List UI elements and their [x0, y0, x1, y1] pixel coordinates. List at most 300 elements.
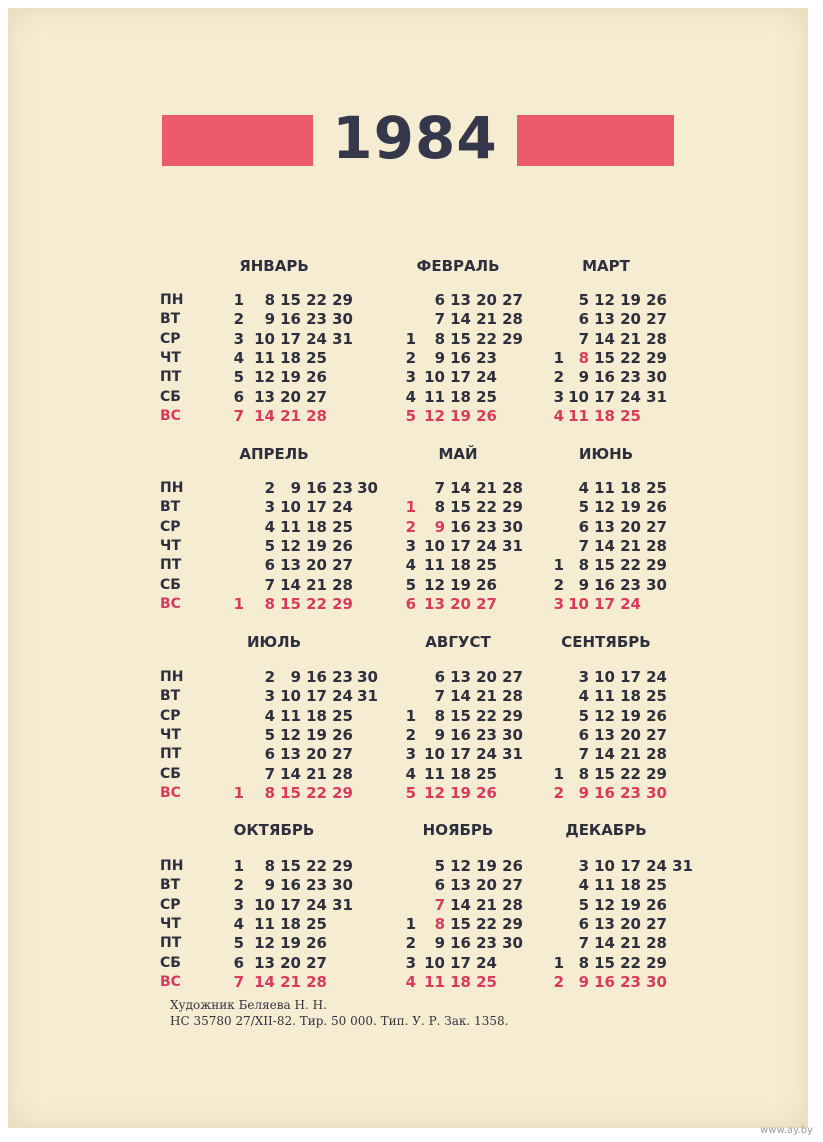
day-number: 20: [620, 517, 641, 536]
weekday-label: ВС: [160, 595, 181, 612]
day-number: 27: [502, 668, 523, 686]
day-number: 30: [502, 725, 523, 744]
day-number: 26: [646, 895, 667, 914]
day-number: 8: [264, 857, 275, 875]
day-number: 5: [578, 498, 589, 517]
day-number: 8: [434, 329, 445, 348]
day-number: 7: [233, 406, 244, 425]
day-number: 12: [594, 498, 615, 517]
day-number: 25: [646, 876, 667, 895]
day-number: 24: [476, 368, 497, 387]
day-number: 3: [405, 368, 416, 387]
day-number: 25: [476, 387, 497, 406]
day-number: 23: [332, 668, 353, 686]
day-number: 2: [405, 517, 416, 536]
day-number: 25: [476, 764, 497, 783]
day-number: 4: [405, 556, 416, 575]
day-number: 8: [264, 594, 275, 613]
day-number: 28: [502, 310, 523, 329]
day-number: 3: [233, 329, 244, 348]
weekday-label: СР: [160, 518, 181, 535]
day-number: 15: [594, 556, 615, 575]
day-number: 13: [280, 745, 301, 764]
day-number: 16: [594, 368, 615, 387]
day-number: 16: [594, 783, 615, 802]
day-number: 25: [306, 348, 327, 367]
day-number: 6: [434, 291, 445, 309]
month-name: ОКТЯБРЬ: [233, 821, 315, 839]
day-number: 19: [620, 706, 641, 725]
day-number: 2: [553, 575, 564, 594]
day-number: 13: [594, 310, 615, 329]
day-number: 13: [424, 594, 445, 613]
day-number: 9: [578, 368, 589, 387]
day-number: 17: [620, 857, 641, 875]
day-number: 6: [264, 556, 275, 575]
day-number: 27: [306, 953, 327, 972]
day-number: 21: [620, 934, 641, 953]
weekday-label: ПТ: [160, 557, 182, 574]
day-number: 11: [254, 348, 275, 367]
day-number: 26: [502, 857, 523, 875]
day-number: 9: [264, 310, 275, 329]
month-name: МАРТ: [582, 257, 630, 275]
day-number: 25: [646, 479, 667, 497]
weekday-label: ПТ: [160, 935, 182, 952]
day-number: 12: [424, 575, 445, 594]
day-number: 6: [405, 594, 416, 613]
day-number: 6: [578, 310, 589, 329]
day-number: 2: [264, 479, 275, 497]
day-number: 28: [646, 745, 667, 764]
day-number: 31: [357, 687, 378, 706]
day-number: 17: [450, 536, 471, 555]
day-number: 20: [620, 725, 641, 744]
day-number: 16: [306, 479, 327, 497]
day-number: 24: [620, 594, 641, 613]
day-number: 1: [405, 329, 416, 348]
day-number: 23: [476, 725, 497, 744]
day-number: 17: [594, 387, 615, 406]
day-number: 22: [476, 706, 497, 725]
day-number: 10: [424, 745, 445, 764]
day-number: 21: [306, 764, 327, 783]
day-number: 6: [434, 876, 445, 895]
day-number: 12: [280, 725, 301, 744]
day-number: 23: [332, 479, 353, 497]
day-number: 20: [450, 594, 471, 613]
day-number: 30: [502, 934, 523, 953]
day-number: 22: [620, 556, 641, 575]
day-number: 19: [450, 575, 471, 594]
day-number: 19: [620, 498, 641, 517]
day-number: 22: [306, 857, 327, 875]
day-number: 9: [290, 668, 301, 686]
day-number: 24: [332, 498, 353, 517]
day-number: 1: [553, 764, 564, 783]
day-number: 26: [476, 575, 497, 594]
month-name: ИЮНЬ: [578, 445, 634, 463]
month-name: МАЙ: [438, 445, 478, 463]
day-number: 16: [280, 876, 301, 895]
day-number: 27: [332, 556, 353, 575]
day-number: 22: [476, 914, 497, 933]
day-number: 15: [594, 348, 615, 367]
month-name: ИЮЛЬ: [246, 633, 302, 651]
day-number: 26: [306, 368, 327, 387]
day-number: 8: [578, 764, 589, 783]
day-number: 3: [264, 687, 275, 706]
day-number: 10: [280, 498, 301, 517]
day-number: 14: [450, 895, 471, 914]
day-number: 18: [620, 687, 641, 706]
day-number: 4: [578, 687, 589, 706]
day-number: 3: [405, 953, 416, 972]
day-number: 24: [646, 668, 667, 686]
weekday-label: ЧТ: [160, 349, 181, 366]
day-number: 8: [264, 783, 275, 802]
day-number: 22: [476, 329, 497, 348]
day-number: 9: [434, 934, 445, 953]
weekday-label: СБ: [160, 388, 181, 405]
day-number: 22: [620, 764, 641, 783]
weekday-label: СБ: [160, 954, 181, 971]
day-number: 7: [434, 687, 445, 706]
day-number: 31: [672, 857, 693, 875]
day-number: 11: [594, 687, 615, 706]
day-number: 9: [578, 972, 589, 991]
day-number: 8: [434, 914, 445, 933]
month-name: ДЕКАБРЬ: [565, 821, 647, 839]
calendar-card: [8, 8, 808, 1128]
day-number: 5: [405, 783, 416, 802]
day-number: 7: [264, 764, 275, 783]
weekday-label: СР: [160, 330, 181, 347]
day-number: 2: [233, 310, 244, 329]
day-number: 28: [332, 764, 353, 783]
day-number: 13: [450, 668, 471, 686]
day-number: 20: [476, 291, 497, 309]
day-number: 4: [405, 387, 416, 406]
day-number: 15: [280, 783, 301, 802]
day-number: 30: [332, 310, 353, 329]
day-number: 11: [594, 479, 615, 497]
day-number: 24: [476, 536, 497, 555]
day-number: 15: [280, 291, 301, 309]
day-number: 29: [332, 857, 353, 875]
day-number: 11: [424, 556, 445, 575]
day-number: 12: [424, 406, 445, 425]
day-number: 15: [594, 764, 615, 783]
day-number: 22: [620, 348, 641, 367]
day-number: 7: [578, 745, 589, 764]
day-number: 7: [434, 479, 445, 497]
day-number: 18: [620, 876, 641, 895]
day-number: 11: [424, 764, 445, 783]
day-number: 22: [306, 783, 327, 802]
weekday-label: СР: [160, 707, 181, 724]
day-number: 1: [233, 857, 244, 875]
day-number: 8: [578, 953, 589, 972]
day-number: 29: [502, 329, 523, 348]
day-number: 11: [254, 914, 275, 933]
day-number: 4: [233, 348, 244, 367]
day-number: 16: [450, 348, 471, 367]
day-number: 20: [620, 914, 641, 933]
day-number: 18: [594, 406, 615, 425]
day-number: 19: [306, 536, 327, 555]
day-number: 8: [578, 348, 589, 367]
day-number: 15: [280, 594, 301, 613]
day-number: 28: [646, 934, 667, 953]
day-number: 26: [332, 725, 353, 744]
day-number: 28: [646, 329, 667, 348]
day-number: 19: [620, 895, 641, 914]
day-number: 24: [646, 857, 667, 875]
day-number: 29: [646, 764, 667, 783]
day-number: 9: [578, 575, 589, 594]
day-number: 28: [646, 536, 667, 555]
day-number: 28: [502, 895, 523, 914]
day-number: 28: [332, 575, 353, 594]
day-number: 25: [646, 687, 667, 706]
day-number: 29: [646, 348, 667, 367]
day-number: 14: [450, 310, 471, 329]
day-number: 17: [280, 895, 301, 914]
day-number: 3: [578, 668, 589, 686]
day-number: 29: [646, 953, 667, 972]
day-number: 28: [306, 972, 327, 991]
day-number: 27: [646, 725, 667, 744]
day-number: 30: [332, 876, 353, 895]
day-number: 23: [306, 310, 327, 329]
day-number: 20: [280, 953, 301, 972]
day-number: 30: [357, 668, 378, 686]
day-number: 13: [450, 291, 471, 309]
day-number: 2: [553, 368, 564, 387]
day-number: 19: [476, 857, 497, 875]
day-number: 11: [568, 406, 589, 425]
day-number: 7: [578, 536, 589, 555]
day-number: 13: [450, 876, 471, 895]
day-number: 17: [280, 329, 301, 348]
day-number: 20: [476, 668, 497, 686]
weekday-label: ВТ: [160, 688, 181, 705]
day-number: 23: [620, 783, 641, 802]
day-number: 2: [405, 725, 416, 744]
day-number: 21: [476, 310, 497, 329]
day-number: 20: [620, 310, 641, 329]
day-number: 18: [306, 517, 327, 536]
day-number: 2: [405, 348, 416, 367]
day-number: 13: [254, 953, 275, 972]
day-number: 30: [646, 783, 667, 802]
day-number: 14: [594, 329, 615, 348]
day-number: 13: [594, 725, 615, 744]
day-number: 5: [405, 406, 416, 425]
month-name: АВГУСТ: [425, 633, 491, 651]
day-number: 17: [306, 687, 327, 706]
day-number: 2: [264, 668, 275, 686]
day-number: 1: [405, 498, 416, 517]
day-number: 1: [405, 914, 416, 933]
day-number: 27: [502, 876, 523, 895]
day-number: 11: [280, 706, 301, 725]
day-number: 4: [553, 406, 564, 425]
day-number: 23: [620, 575, 641, 594]
day-number: 26: [306, 934, 327, 953]
day-number: 15: [450, 706, 471, 725]
day-number: 1: [233, 594, 244, 613]
day-number: 23: [620, 972, 641, 991]
day-number: 10: [254, 895, 275, 914]
day-number: 25: [476, 556, 497, 575]
day-number: 3: [405, 536, 416, 555]
day-number: 14: [450, 687, 471, 706]
day-number: 31: [332, 329, 353, 348]
day-number: 30: [646, 972, 667, 991]
day-number: 1: [553, 348, 564, 367]
day-number: 7: [264, 575, 275, 594]
day-number: 26: [332, 536, 353, 555]
day-number: 30: [502, 517, 523, 536]
day-number: 14: [280, 575, 301, 594]
day-number: 7: [434, 895, 445, 914]
day-number: 25: [476, 972, 497, 991]
day-number: 1: [405, 706, 416, 725]
day-number: 17: [450, 368, 471, 387]
weekday-label: ПТ: [160, 746, 182, 763]
day-number: 9: [578, 783, 589, 802]
day-number: 1: [553, 556, 564, 575]
month-name: СЕНТЯБРЬ: [561, 633, 651, 651]
day-number: 13: [280, 556, 301, 575]
weekday-label: ПТ: [160, 369, 182, 386]
day-number: 2: [405, 934, 416, 953]
weekday-label: СР: [160, 896, 181, 913]
day-number: 10: [594, 668, 615, 686]
day-number: 14: [450, 479, 471, 497]
day-number: 5: [405, 575, 416, 594]
day-number: 22: [620, 953, 641, 972]
day-number: 18: [306, 706, 327, 725]
day-number: 3: [553, 387, 564, 406]
day-number: 6: [434, 668, 445, 686]
day-number: 29: [502, 706, 523, 725]
day-number: 17: [620, 668, 641, 686]
day-number: 12: [280, 536, 301, 555]
day-number: 5: [578, 291, 589, 309]
day-number: 10: [280, 687, 301, 706]
day-number: 18: [280, 914, 301, 933]
day-number: 4: [405, 764, 416, 783]
day-number: 12: [254, 368, 275, 387]
day-number: 23: [476, 517, 497, 536]
year-title: 1984: [332, 104, 498, 172]
day-number: 5: [233, 934, 244, 953]
day-number: 21: [620, 745, 641, 764]
day-number: 30: [646, 575, 667, 594]
day-number: 16: [450, 725, 471, 744]
day-number: 3: [264, 498, 275, 517]
day-number: 14: [254, 406, 275, 425]
day-number: 16: [280, 310, 301, 329]
day-number: 3: [578, 857, 589, 875]
day-number: 31: [502, 536, 523, 555]
weekday-label: ВТ: [160, 499, 181, 516]
day-number: 15: [450, 498, 471, 517]
day-number: 27: [332, 745, 353, 764]
day-number: 30: [357, 479, 378, 497]
left-red-bar: [162, 115, 313, 166]
day-number: 15: [450, 329, 471, 348]
day-number: 22: [306, 594, 327, 613]
day-number: 10: [424, 536, 445, 555]
day-number: 7: [233, 972, 244, 991]
weekday-label: ЧТ: [160, 537, 181, 554]
weekday-label: ВТ: [160, 877, 181, 894]
day-number: 13: [594, 914, 615, 933]
day-number: 26: [646, 706, 667, 725]
day-number: 2: [553, 972, 564, 991]
day-number: 8: [578, 556, 589, 575]
day-number: 10: [424, 953, 445, 972]
day-number: 8: [434, 498, 445, 517]
day-number: 12: [594, 706, 615, 725]
day-number: 17: [450, 953, 471, 972]
day-number: 12: [450, 857, 471, 875]
day-number: 25: [620, 406, 641, 425]
weekday-label: ВС: [160, 407, 181, 424]
day-number: 4: [578, 876, 589, 895]
weekday-label: ПН: [160, 480, 184, 496]
day-number: 13: [594, 517, 615, 536]
day-number: 18: [620, 479, 641, 497]
day-number: 9: [434, 517, 445, 536]
day-number: 26: [476, 783, 497, 802]
day-number: 21: [476, 687, 497, 706]
day-number: 25: [332, 706, 353, 725]
day-number: 24: [332, 687, 353, 706]
weekday-label: ЧТ: [160, 726, 181, 743]
day-number: 20: [306, 745, 327, 764]
right-red-bar: [517, 115, 674, 166]
day-number: 18: [280, 348, 301, 367]
day-number: 26: [476, 406, 497, 425]
day-number: 28: [502, 687, 523, 706]
day-number: 27: [306, 387, 327, 406]
day-number: 31: [646, 387, 667, 406]
day-number: 24: [476, 745, 497, 764]
day-number: 6: [578, 914, 589, 933]
day-number: 2: [233, 876, 244, 895]
watermark: www.ay.by: [760, 1125, 813, 1136]
day-number: 27: [646, 310, 667, 329]
day-number: 14: [594, 745, 615, 764]
day-number: 4: [578, 479, 589, 497]
print-imprint: НС 35780 27/XII-82. Тир. 50 000. Тип. У. Р. Зак. 1358.: [170, 1014, 509, 1028]
day-number: 30: [646, 368, 667, 387]
day-number: 12: [594, 291, 615, 309]
day-number: 4: [233, 914, 244, 933]
weekday-label: СБ: [160, 765, 181, 782]
weekday-label: ЧТ: [160, 915, 181, 932]
day-number: 5: [264, 725, 275, 744]
day-number: 14: [594, 934, 615, 953]
day-number: 19: [450, 783, 471, 802]
day-number: 4: [264, 517, 275, 536]
day-number: 9: [434, 348, 445, 367]
